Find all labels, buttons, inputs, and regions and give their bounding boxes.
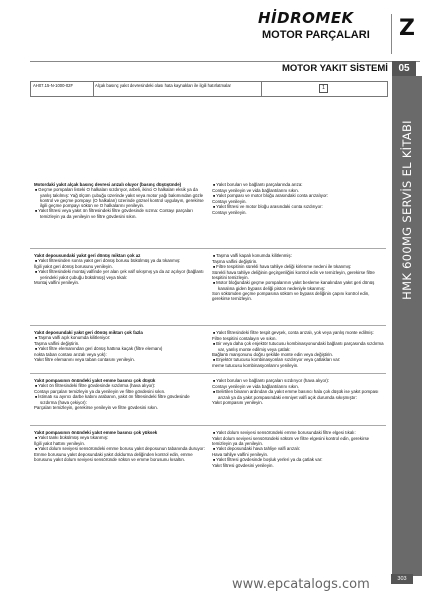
row-divider: [30, 248, 386, 249]
right-block: [212, 330, 386, 368]
bullet-item: ■ Geçme pompaları listeki O halkaları sızdırıyor, arbeli, ikinci O halkaları eksik ya da yanlış takılmış: Yağ ölçüm çubuğu üzerinde yakıt veya motor yağı bakımından gözle kontrol ve geçme pompayı (O halkaları) üzerinde gözsel kontrol uygulayın, gerekirse ilgili geçme pompayı sökün ve O halkalarını yenileyin.: [34, 187, 206, 208]
bullet-item: ■ Yakıt boruları ve bağlantı parçaları sızdırıyor (hava alıyor):: [212, 378, 386, 384]
remedy-text: Bağlantı manşonunu doğru şekilde monte edin veya değiştirin.: [212, 352, 334, 358]
document-description: Alçak basınç yakıt devresindeki olası hata kaynakları ile ilgili hatırlatmalar: [95, 83, 231, 88]
right-block: [212, 253, 386, 301]
block-heading: Yakıt pompasının önündeki yakıt emme basıncı çok düşük: [34, 378, 156, 383]
remedy-text: Yakıt filtresi gövdesini yenileyin.: [212, 463, 274, 469]
footer-url[interactable]: www.epcatalogs.com: [232, 577, 370, 592]
bullet-item: ■ Enjektör tutucusu kombinasyonları sızdırıyor veya çatlakları var:: [212, 357, 386, 363]
brand-logo: HİDROMEK: [258, 9, 354, 27]
bullet-item: ■ Taşma valfi açık konumda kilitleniyor:: [34, 335, 206, 341]
row-divider: [30, 373, 386, 374]
sidebar-manual-title: HMK 600MG SERVİS EL KİTABI: [400, 120, 414, 300]
remedy-text: İlgili yakıt geri dönüş borusunu yenileyin.: [34, 264, 113, 270]
block-heading: Yakıt deposundaki yakıt geri dönüş miktarı çok fazla: [34, 330, 143, 335]
right-block: [212, 182, 386, 215]
bullet-item: ■ Yakıt filtresindeki montaj valfinde yer alan çek valf sıkışmış ya da az açılıyor (bağlantı yerindeki yakıt çubuğu bükülmüş) veya tıkalı:: [34, 269, 206, 280]
bullet-item: ■ Belirtilen binanın ardından da yakıt emme basıncı hala çok düşük ise yakıt pompası arızalı ya da yakıt pompasındaki emniyet valfi açık durumda sıkışmıştır:: [212, 389, 386, 400]
remedy-text: Yakıt filtre elemanını veya taban contasını yenileyin.: [34, 357, 135, 363]
bullet-item: ■ Taşma valfi kapalı konumda kilitlenmiş:: [212, 253, 386, 259]
remedy-text: Filtre tespitini contalayın ve sıkın.: [212, 336, 277, 342]
document-icon: 1: [319, 84, 328, 93]
section-title: MOTOR YAKIT SİSTEMİ: [282, 63, 388, 74]
remedy-text: İlgili yakıt hattını yenileyin.: [34, 441, 86, 447]
bullet-item: ■ Yakıt filtresi veya yakıt ön filtresindeki filtre gövdesinde sızma: Contayı parçaları temizleyin ya da yenileyin ve filtre gövdesini sıkın.: [34, 208, 206, 219]
remedy-text: Emme borusunu yakıt deposundaki yakıt doldurma deliğinden kontrol edin, emme borusunu yakıt dolum seviyesi sensöründe sökün ve emme borusunu kısaltın.: [34, 452, 193, 463]
bullet-item: ■ Filtre tespitinin sürekli hava tahliye deliği kirlenme nedeni ile tıkanmış:: [212, 264, 386, 270]
remedy-text: Taşma valfini değiştirin.: [34, 341, 80, 347]
bullet-item: ■ Yakıt ön filtresindeki filtre gövdesinde sızdırma (hava alıyor):: [34, 383, 206, 389]
bullet-item: ■ Yakıt filtre elemanından geri dönüş hattına kaçak (filtre elemanı): [34, 346, 206, 352]
bullet-item: ■ Yakıt boruları ve bağlantı parçalarında arıza:: [212, 182, 386, 188]
remedy-text: Contayı yenileyin.: [212, 210, 247, 216]
block-heading: Yakıt pompasının önündeki yakıt emme basıncı çok yüksek: [34, 430, 158, 435]
bullet-item: ■ Bir veya daha çok enjektör tutucusu kombinasyonundaki bağlantı parçasında sızdırma var, yanlış monte edilmiş veya çatlak:: [212, 341, 386, 352]
chapter-letter: Z: [399, 16, 415, 41]
block-heading: Motordaki yakıt alçak basınç devresi arızalı oluyor (basınç düşüşünde): [34, 182, 182, 187]
remedy-text: Son sökümden geçme pompasına söküm ve bypass deliğinin çapını kontrol edin, gerekirse temizleyin.: [212, 291, 370, 302]
chapter-title: MOTOR PARÇALARI: [262, 29, 370, 41]
remedy-text: Parçaları temizleyin, gerekirse yenileyin ve filtre gövdesini sıkın.: [34, 405, 158, 411]
remedy-text: Contayı yenileyin ve vida bağlantılarını sıkın.: [212, 188, 299, 194]
remedy-text: Contayı yenileyin ve vida bağlantılarını sıkın.: [212, 384, 299, 390]
section-divider: [30, 61, 420, 62]
cell-divider: [261, 82, 262, 96]
remedy-text: Sürekli hava tahliye deliğinin geçirgenliğini kontrol edin ve temizleyin, gerekirse filtre tespitini temizleyin.: [212, 270, 375, 281]
remedy-text: Hava tahliye valfini yenileyin.: [212, 452, 269, 458]
page-number: 303: [391, 574, 413, 584]
bullet-item: ■ Yakıt dolum seviyesi sensöründeki emme borusundaki filtre elgesi tıkalı:: [212, 430, 386, 436]
block-heading: Yakıt depousundaki yakıt geri dönüş miktarı çok az: [34, 253, 141, 258]
document-code: AH07.15-N-1000-02F: [33, 83, 74, 88]
right-block: [212, 378, 386, 405]
bullet-item: ■ Yakıt pompası ve motor bloğu arasındaki conta arızalıyor:: [212, 193, 386, 199]
remedy-text: Contayı yenileyin.: [212, 199, 247, 205]
remedy-text: Contayı parçaları temizleyin ya da yenileyin ve filtre gövdesini sıkın.: [34, 389, 166, 395]
left-block: [34, 330, 206, 362]
remedy-text: meme tutucusu kombinasyonlarını yenileyin.: [212, 363, 299, 369]
row-divider: [30, 325, 386, 326]
left-block: [34, 253, 206, 285]
bullet-item: ■ Yakıt filtresinden sonra yakıt geri dönüş borusu bükülmüş ya da tıkanmış:: [34, 258, 206, 264]
chapter-tab: [391, 14, 422, 54]
cell-divider: [93, 82, 94, 96]
right-block: [212, 430, 386, 468]
remedy-text: Taşma valfini değiştirin.: [212, 259, 258, 265]
bullet-item: ■ İstimatı su ayırıcı darbe kabını arabanın, yakıt ön filtresindeki filtre gövdesinde sızdırma (hava çekiyor):: [34, 394, 206, 405]
bullet-item: ■ Yakıt filtresindeki filtre tespit gevşek, conta arızalı, yok veya yanlış monte edilmiş:: [212, 330, 386, 336]
bullet-item: ■ Yakıt filtresi ve motor bloğu arasındaki conta sızdırıyor:: [212, 204, 386, 210]
left-block: [34, 430, 206, 462]
bullet-item: ■ Yakıt tankı bükülmüş veya tıkanmış:: [34, 435, 206, 441]
row-divider: [30, 425, 386, 426]
bullet-item: ■ Yakıt deposundaki hava tahliye valfi arızalı:: [212, 446, 386, 452]
remedy-text: nokta taban contası arızalı veya yok):: [34, 352, 107, 358]
remedy-text: Yakıt pompasını yenileyin.: [212, 400, 263, 406]
document-header-row: [30, 81, 388, 97]
bullet-item: ■ Motor bloğundaki geçme pompalarının yakıt besleme kanalından yakıt geri dönüş kanalına giden bypass deliği piston nedeniyle tıkanmış:: [212, 280, 386, 291]
bullet-item: ■ Yakıt filtresi gövdesinde boşluk yerleri ya da çatlak var:: [212, 457, 386, 463]
section-number: 05: [392, 61, 416, 76]
left-block: [34, 378, 206, 410]
bullet-item: ■ Yakıt dolum seviyesi sensöründeki emme borusu yakıt deposunun tabanında duruyor:: [34, 446, 206, 452]
remedy-text: Montaj valfini yenileyin.: [34, 280, 80, 286]
remedy-text: Yakıt dolum seviyesi sensöründeki söküm ve filtre elgesini kontrol edin, gerekirse temizleyin ya da yenileyin.: [212, 436, 370, 447]
left-block: [34, 182, 206, 219]
